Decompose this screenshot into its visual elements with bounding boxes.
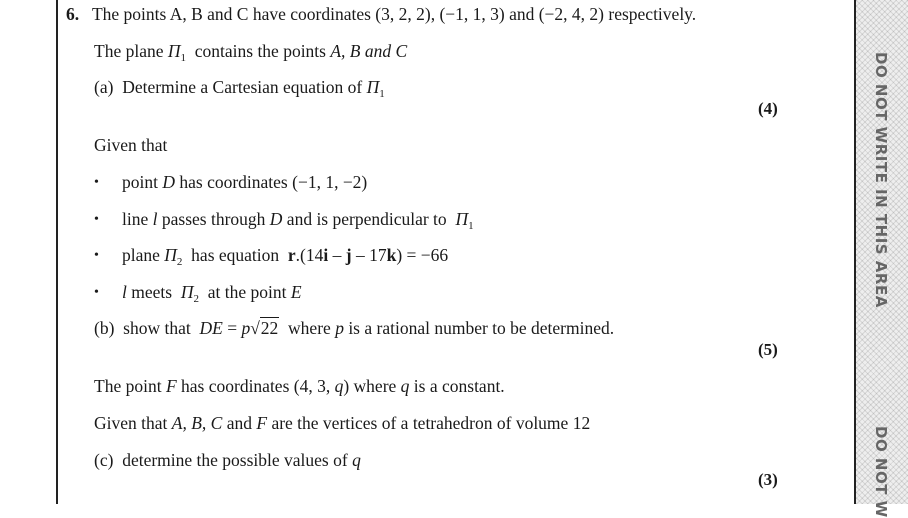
vertices-a: Given that: [94, 413, 168, 433]
part-b: [94, 318, 614, 338]
part-c: [94, 450, 361, 470]
bullet-1-a: point: [122, 172, 158, 192]
point-f-e: is a constant.: [413, 376, 505, 396]
plane-intro-b: contains the points: [194, 41, 326, 61]
plane-intro-points: A, B and C: [330, 41, 408, 61]
eq-part-4: ) = −66: [396, 245, 449, 265]
bullet-2-l: l: [152, 209, 158, 229]
sqrt-radicand: 22: [260, 318, 279, 338]
eq-k: k: [386, 245, 397, 265]
bullet-4-plane: [180, 282, 199, 305]
eq-j: j: [345, 245, 352, 265]
bullet-2-c: passes through: [161, 209, 266, 229]
eq-part-1: .(14: [295, 245, 324, 265]
plane-symbol: [167, 41, 186, 64]
left-margin-line: [56, 0, 58, 504]
question-number: 6.: [66, 4, 80, 24]
point-f-d: ) where: [343, 376, 397, 396]
part-b-text-a: show that: [123, 318, 191, 338]
bullet-1-marker: •: [94, 175, 99, 190]
sqrt-22: [250, 318, 279, 338]
bullet-3-marker: •: [94, 248, 99, 263]
pi-symbol: Π: [366, 77, 380, 97]
bullet-4-c: at the point: [207, 282, 287, 302]
pi-symbol: Π: [164, 245, 177, 265]
pi-subscript: 2: [176, 256, 183, 268]
bullet-3-a: plane: [122, 245, 160, 265]
question-intro-text: The points A, B and C have coordinates (3, 2, 2), (−1, 1, 3) and (−2, 4, 2) respectively.: [91, 4, 697, 24]
part-c-q: q: [352, 450, 361, 470]
point-f-f: F: [165, 376, 177, 396]
bullet-1: [122, 172, 367, 192]
point-f-c: has coordinates (4, 3,: [181, 376, 331, 396]
part-c-text: determine the possible values of: [122, 450, 348, 470]
part-b-text-c: is a rational number to be determined.: [348, 318, 615, 338]
vertices-f: F: [256, 413, 268, 433]
point-f: [94, 376, 505, 396]
pi-symbol: Π: [180, 282, 194, 302]
vertices-abc: A, B, C: [171, 413, 223, 433]
bullet-3-equation: [288, 245, 448, 265]
pi-subscript: 1: [468, 220, 474, 232]
bullet-1-d: D: [162, 172, 175, 192]
vertices: [94, 413, 590, 433]
part-a-marks: (4): [758, 99, 778, 118]
part-b-text-p: p: [335, 318, 344, 338]
part-c-label: (c): [94, 450, 114, 470]
bullet-1-c: has coordinates (−1, 1, −2): [179, 172, 368, 192]
margin-warning-2: DO NOT W: [872, 426, 890, 518]
part-b-eq: =: [227, 318, 238, 338]
part-c-marks: (3): [758, 470, 778, 489]
bullet-4-b: meets: [131, 282, 173, 302]
point-f-q2: q: [400, 376, 410, 396]
question-intro: [66, 4, 696, 24]
bullet-4-l: l: [122, 282, 127, 302]
eq-r: r: [287, 245, 296, 265]
part-a-plane: [366, 77, 385, 100]
bullet-4-marker: •: [94, 285, 99, 300]
eq-part-3: – 17: [351, 245, 387, 265]
eq-i: i: [323, 245, 329, 265]
vertices-e: are the vertices of a tetrahedron of volume 12: [271, 413, 591, 433]
part-b-marks: (5): [758, 340, 778, 359]
part-b-p: p: [241, 318, 251, 338]
pi-symbol: Π: [167, 41, 181, 61]
bullet-4: [122, 282, 302, 305]
part-a-text: Determine a Cartesian equation of: [122, 77, 363, 97]
part-a: [94, 77, 385, 100]
bullet-3-b: has equation: [191, 245, 280, 265]
pi-subscript: 2: [193, 293, 199, 305]
bullet-2-marker: •: [94, 212, 99, 227]
given-that: Given that: [94, 135, 168, 155]
bullet-2-e: and is perpendicular to: [286, 209, 447, 229]
pi-symbol: Π: [455, 209, 469, 229]
part-b-label: (b): [94, 318, 115, 338]
part-a-label: (a): [94, 77, 114, 97]
pi-subscript: 1: [379, 88, 385, 100]
sqrt-sign: √: [250, 318, 260, 338]
point-f-q: q: [334, 376, 344, 396]
margin-warning-1: DO NOT WRITE IN THIS AREA: [872, 52, 890, 308]
bullet-3: [122, 245, 449, 268]
bullet-2-a: line: [122, 209, 149, 229]
bullet-4-e: E: [290, 282, 302, 302]
bullet-2-plane: [455, 209, 474, 232]
bullet-2-d: D: [269, 209, 283, 229]
part-b-de: DE: [199, 318, 223, 338]
bullet-2: [122, 209, 474, 232]
point-f-a: The point: [94, 376, 162, 396]
vertices-and: and: [226, 413, 252, 433]
pi-subscript: 1: [180, 52, 186, 64]
part-b-text-b: where: [288, 318, 331, 338]
bullet-3-plane: [164, 245, 183, 268]
eq-part-2: –: [328, 245, 346, 265]
plane-intro: [94, 41, 408, 64]
plane-intro-a: The plane: [94, 41, 164, 61]
